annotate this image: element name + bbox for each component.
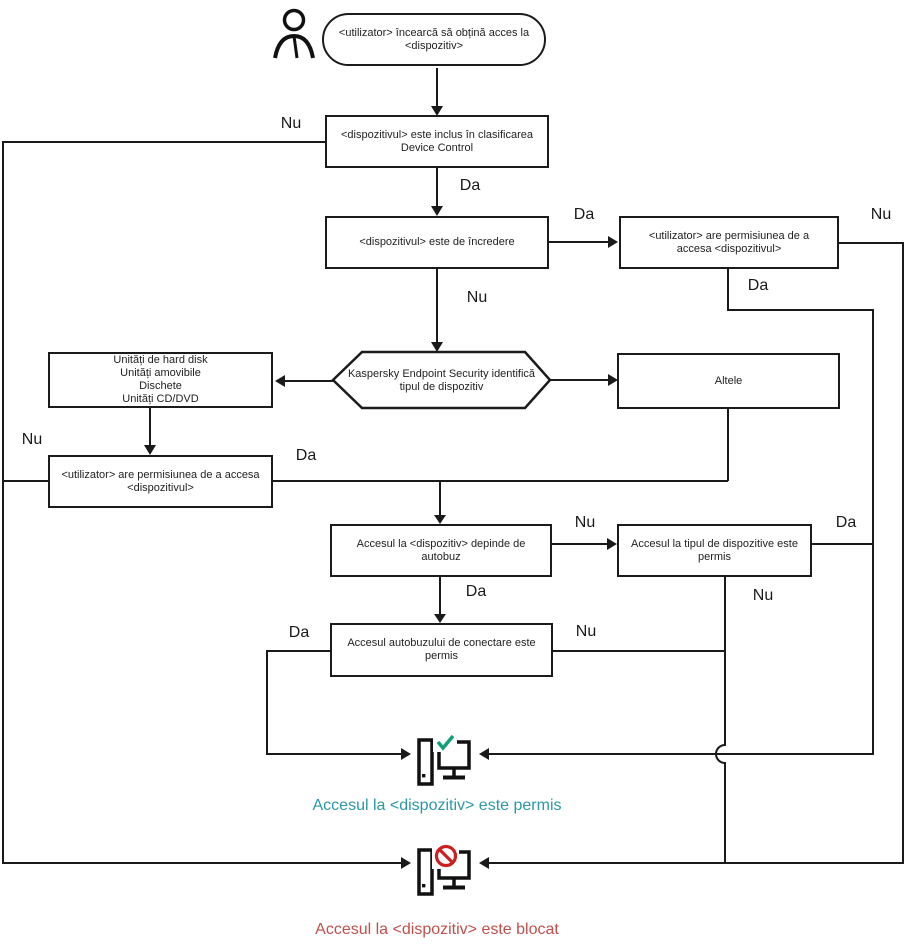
device-blocked-icon — [412, 842, 472, 898]
node-device-types — [48, 352, 273, 408]
device-type-line: Unități de hard disk — [113, 354, 208, 366]
node-identify-type — [340, 353, 543, 408]
edge-label-yes-permission-trusted: Da — [747, 277, 769, 294]
node-identify-type-label: Kaspersky Endpoint Security identifică tipul de dispozitiv — [347, 367, 536, 393]
node-user-permission-type-label: <utilizator> are permisiunea de a accesa <dispozitivul> — [61, 468, 260, 494]
node-start — [322, 13, 546, 66]
edge-label-no-permission-trusted: Nu — [870, 206, 892, 223]
result-blocked-caption: Accesul la <dispozitiv> este blocat — [315, 921, 559, 938]
edge-label-yes-permission-type: Da — [295, 447, 317, 464]
edge-label-no-permission-type: Nu — [21, 431, 43, 448]
node-classification-label: <dispozitivul> este inclus în clasificarea Device Control — [341, 128, 533, 154]
node-bus-access-allowed-label: Accesul autobuzului de conectare este permis — [347, 637, 536, 662]
node-trusted-label: <dispozitivul> este de încredere — [359, 236, 515, 248]
node-bus-depends-label: Accesul la <dispozitiv> depinde de autobuz — [356, 537, 526, 563]
node-user-permission-trusted — [619, 216, 839, 269]
edge-label-no-bus-allowed: Nu — [575, 623, 597, 640]
edge-label-yes-classification: Da — [459, 177, 481, 194]
device-allowed-icon — [412, 732, 472, 788]
edge-label-no-trusted: Nu — [466, 289, 488, 306]
node-start-label: <utilizator> încearcă să obțină acces la <dispozitiv> — [338, 26, 530, 52]
user-icon — [271, 6, 317, 60]
node-trusted — [325, 216, 549, 269]
node-user-permission-type — [48, 455, 273, 508]
prohibition-icon — [437, 847, 456, 866]
node-other-types — [617, 353, 840, 409]
edge-label-yes-bus-allowed: Da — [288, 624, 310, 641]
edge-label-no-bus-depends: Nu — [574, 514, 596, 531]
edge-label-yes-type-allowed: Da — [835, 514, 857, 531]
node-other-types-label: Altele — [714, 374, 743, 387]
node-type-access-allowed-label: Accesul la tipul de dispozitive este permis — [631, 537, 798, 563]
result-allowed-caption: Accesul la <dispozitiv> este permis — [312, 797, 562, 814]
node-bus-depends — [330, 524, 552, 577]
edge-label-yes-bus-depends: Da — [465, 583, 487, 600]
node-classification — [325, 115, 549, 168]
node-user-permission-trusted-label: <utilizator> are permisiunea de a accesa <dispozitivul> — [648, 229, 810, 255]
device-type-line: Dischete — [139, 380, 182, 392]
node-bus-access-allowed — [330, 623, 553, 677]
edge-label-no-type-allowed: Nu — [752, 587, 774, 604]
edge-label-yes-trusted: Da — [573, 206, 595, 223]
device-type-line: Unități CD/DVD — [122, 393, 199, 405]
edge-label-no-classification: Nu — [280, 115, 302, 132]
node-type-access-allowed — [617, 524, 812, 577]
device-type-line: Unități amovibile — [120, 367, 201, 379]
